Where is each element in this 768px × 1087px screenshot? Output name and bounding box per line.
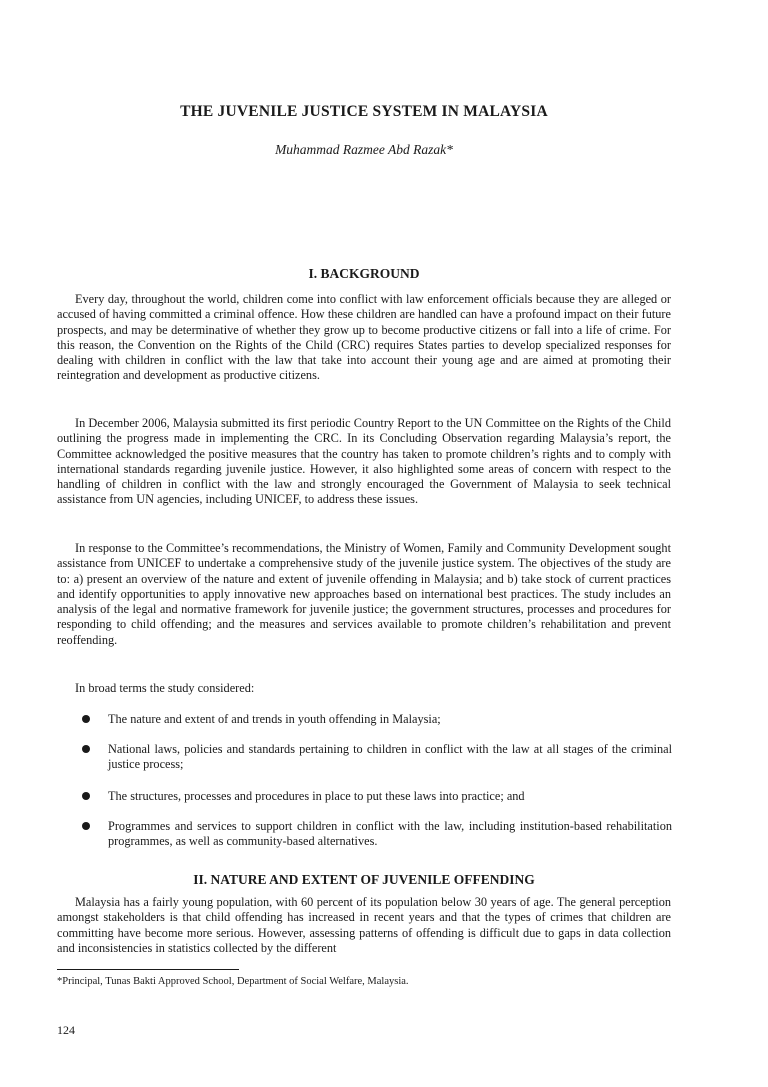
footnote-divider [57, 969, 239, 970]
list-item-text: The structures, processes and procedures in place to put these laws into practice; and [108, 789, 525, 803]
page-number: 124 [57, 1023, 75, 1037]
document-title: THE JUVENILE JUSTICE SYSTEM IN MALAYSIA [180, 103, 548, 120]
list-item [82, 712, 672, 727]
list-item-text: National laws, policies and standards pertaining to children in conflict with the law at all stages of the criminal justice process; [108, 742, 672, 772]
footnote: *Principal, Tunas Bakti Approved School, Department of Social Welfare, Malaysia. [57, 976, 409, 987]
paragraph-text: Every day, throughout the world, children come into conflict with law enforcement officials because they are alleged or accused of having committed a criminal offence. How these children are handled can have a profound impact on their future prospects, and may be determinative of whether they grow up to become productive citizens or fall into a life of crime. For this reason, the Convention on the Rights of the Child (CRC) requires States parties to develop specialized responses for dealing with children in conflict with the law that take into account their young age and are aimed at promoting their reintegration and development as productive citizens. [57, 292, 671, 383]
author-name: Muhammad Razmee Abd Razak* [275, 142, 453, 157]
bullet-icon [82, 792, 90, 800]
paragraph [57, 895, 671, 956]
list-item-text: Programmes and services to support children in conflict with the law, including institution-based rehabilitation programmes, as well as community-based alternatives. [108, 819, 672, 849]
paragraph [57, 541, 671, 648]
paragraph-text: In response to the Committee’s recommendations, the Ministry of Women, Family and Community Development sought assistance from UNICEF to undertake a comprehensive study of the juvenile justice system. The objectives of the study are to: a) present an overview of the nature and extent of juvenile offending in Malaysia; and b) take stock of current practices and identify opportunities to apply innovative new approaches based on international best practices. The study includes an analysis of the legal and normative framework for juvenile justice; the government structures, processes and procedures for responding to child offending; and the measures and services available to promote children’s rehabilitation and prevent reoffending. [57, 541, 671, 647]
list-item [82, 819, 672, 850]
paragraph-text: Malaysia has a fairly young population, with 60 percent of its population below 30 years of age. The general perception amongst stakeholders is that child offending has increased in recent years and that the types of crimes that children are committing have become more serious. However, assessing patterns of offending is difficult due to gaps in data collection and inconsistencies in statistics collected by the different [57, 895, 671, 955]
bullet-icon [82, 745, 90, 753]
list-item-text: The nature and extent of and trends in youth offending in Malaysia; [108, 712, 441, 726]
paragraph-text: In December 2006, Malaysia submitted its first periodic Country Report to the UN Committee on the Rights of the Child outlining the progress made in implementing the CRC. In its Concluding Observation regarding Malaysia’s report, the Committee acknowledged the positive measures that the country has taken to promote children’s rights and to comply with international standards regarding juvenile justice. However, it also highlighted some areas of concern with respect to the handling of children in conflict with the law and strongly encouraged the Government of Malaysia to seek technical assistance from UN agencies, including UNICEF, to address these issues. [57, 416, 671, 507]
bullet-icon [82, 822, 90, 830]
paragraph [57, 292, 671, 384]
section-heading-juvenile-offending: II. NATURE AND EXTENT OF JUVENILE OFFENDING [193, 872, 535, 887]
list-item [82, 742, 672, 773]
paragraph [57, 416, 671, 508]
list-item [82, 789, 672, 804]
bullet-icon [82, 715, 90, 723]
list-lead: In broad terms the study considered: [75, 681, 255, 695]
section-heading-background: I. BACKGROUND [308, 266, 420, 281]
